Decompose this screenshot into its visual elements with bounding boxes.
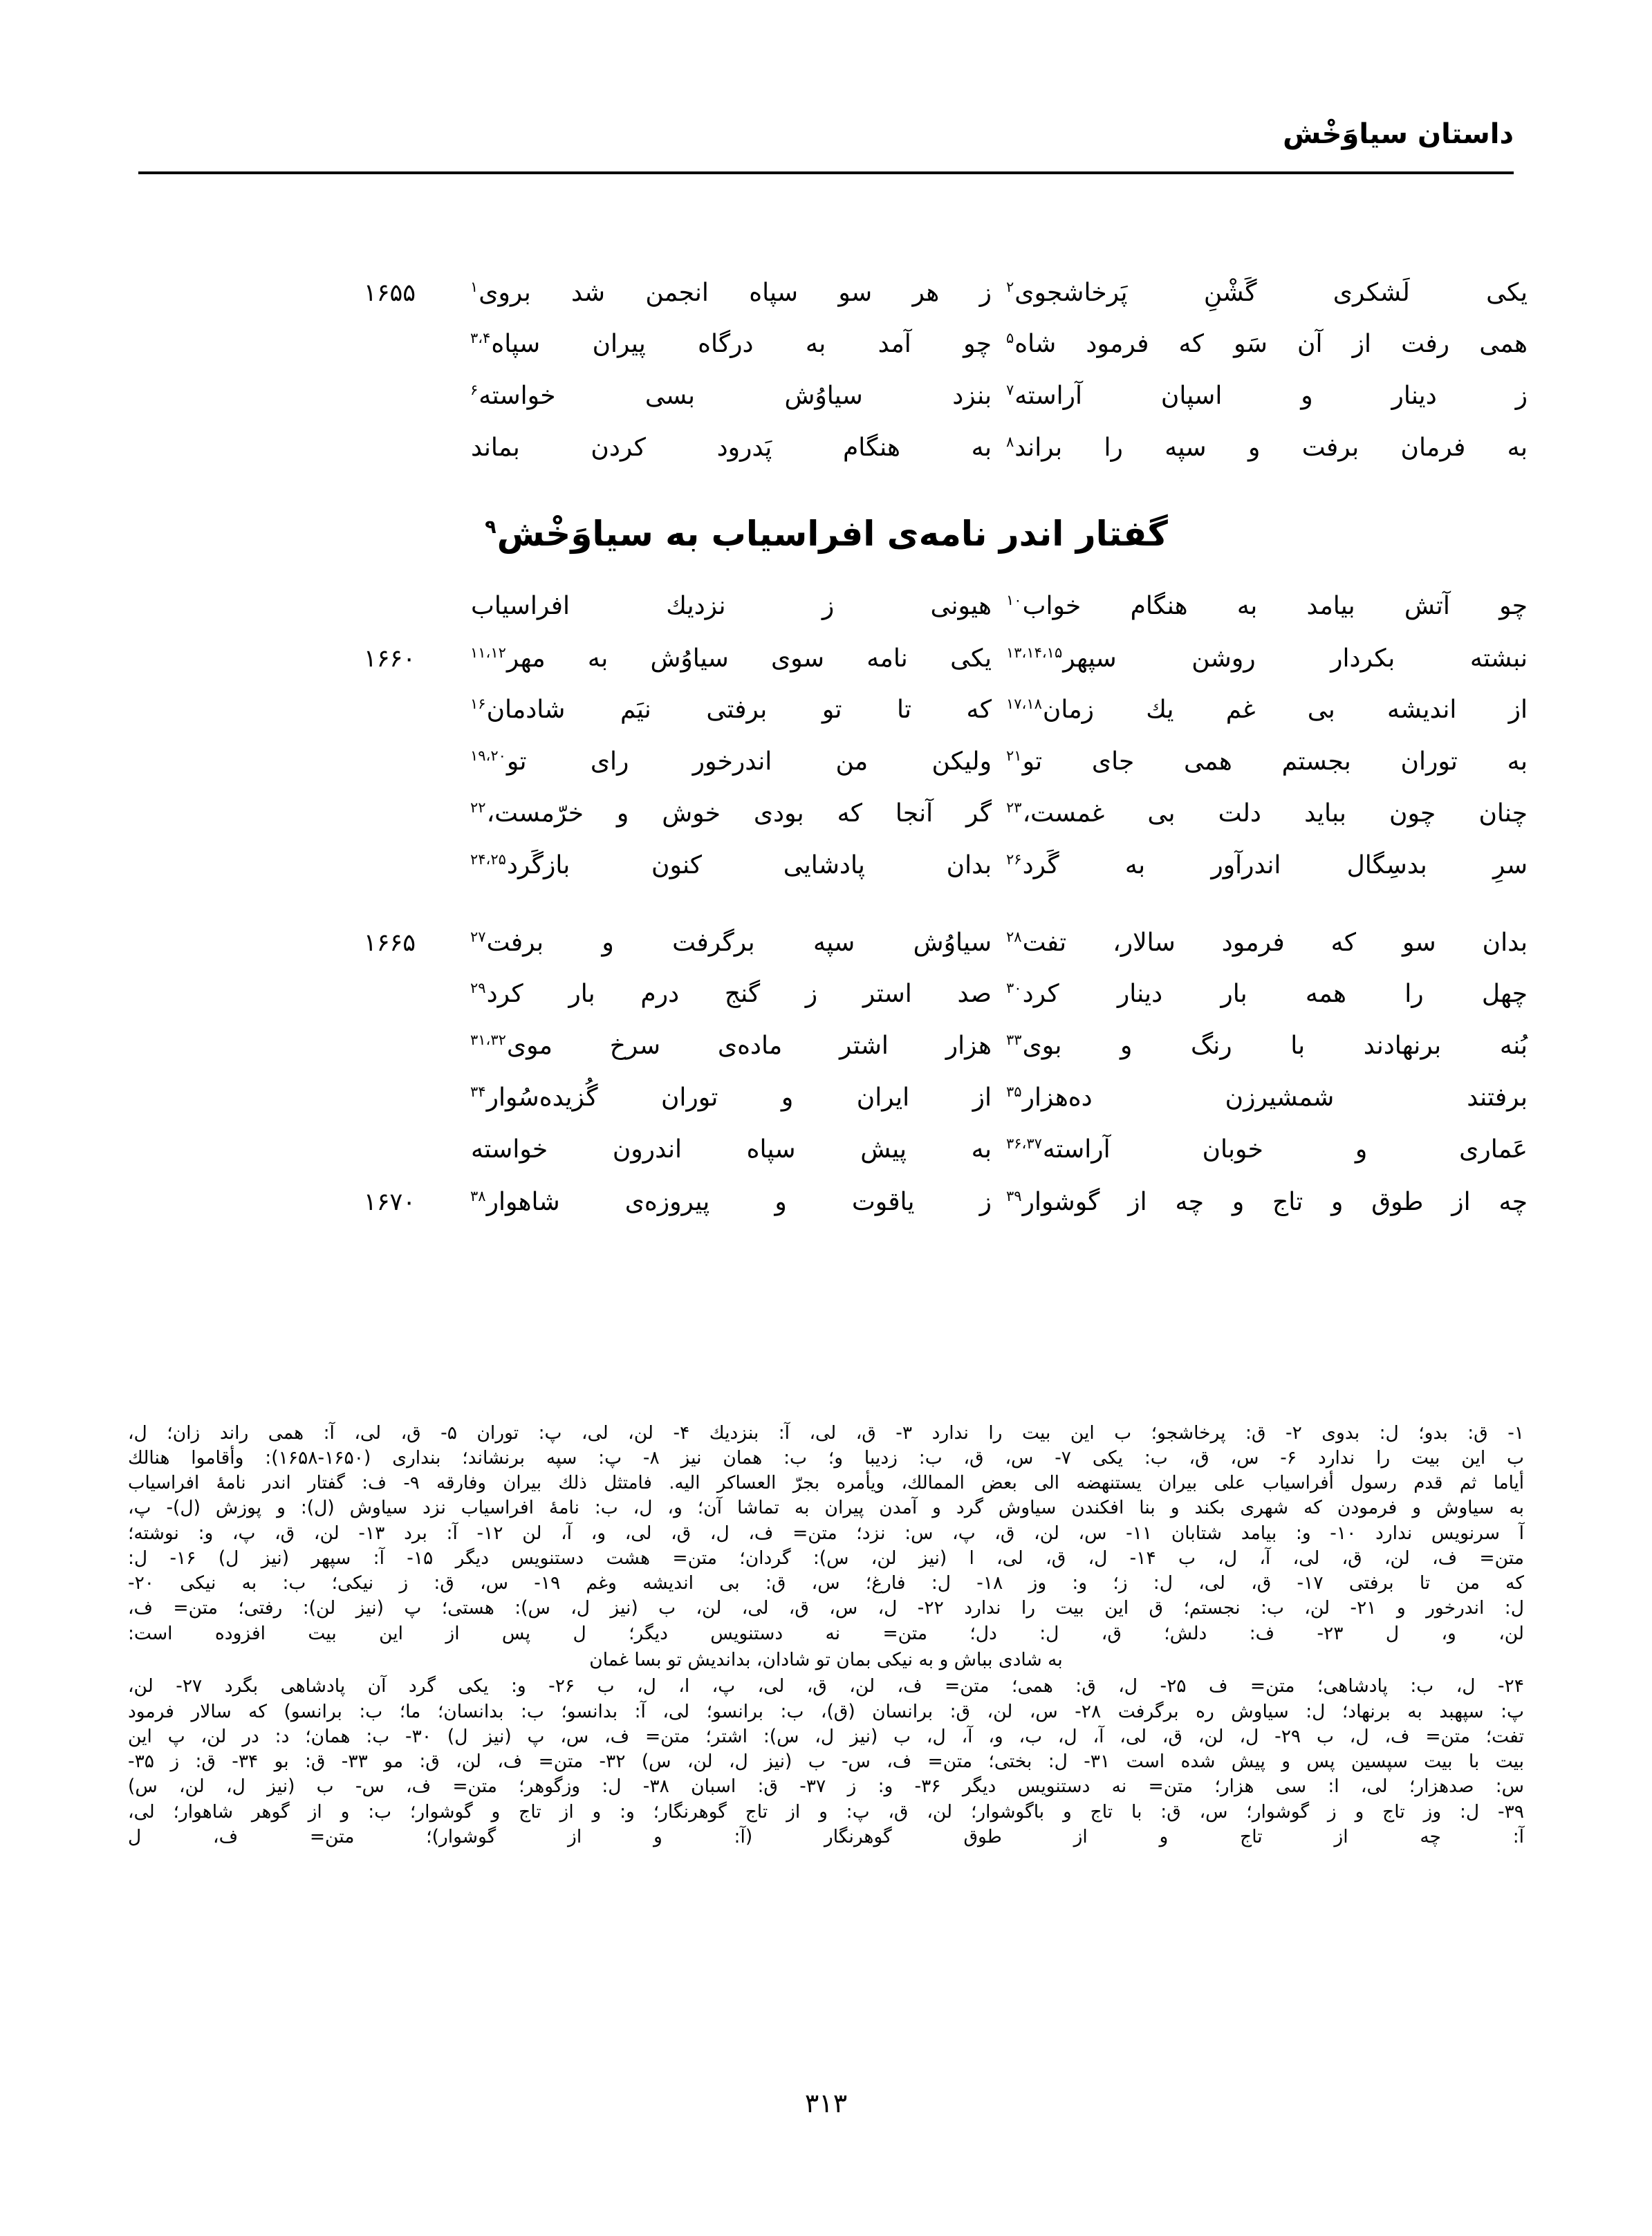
hemistich-left: بدان سو که فرمود سالار، تفت$^{۲۸}$: [1006, 928, 1528, 957]
verse-row: [124, 432, 1528, 484]
verse-row: [124, 694, 1528, 746]
hemistich-right: ولیکن من اندرخور رای تو$^{۱۹،۲۰}$: [470, 747, 992, 776]
footnote-marker: ۲۸: [1006, 928, 1022, 945]
footnote-marker: ۲۱: [1006, 747, 1022, 764]
apparatus-line: س: صدهزار؛ لی، ا: سی هزار؛ متن= نه دستنویس دیگر ۳۶- و: ز ۳۷- ق: اسبان ۳۸- ل: وزگوهر؛ متن= ف، س- ب (نیز ل، لن، س): [128, 1776, 1524, 1798]
footnote-marker: ۹: [485, 516, 496, 539]
hemistich-right: بنزد سیاوُش بسی خواسته$^۶$: [470, 382, 992, 410]
verse-line-number: [343, 401, 436, 404]
hemistich-left: چهل را همه بار دینار کرد$^{۳۰}$: [1006, 979, 1528, 1008]
hemistich-right: که تا تو برفتی نیَم شادمان$^{۱۶}$: [470, 695, 992, 724]
hemistich-right: گر آنجا که بودی خوش و خرّمست،$^{۲۲}$: [470, 799, 992, 828]
hemistich-left: چو آتش بیامد به هنگام خواب$^{۱۰}$: [1006, 591, 1528, 620]
verse-row: [124, 798, 1528, 850]
footnote-marker: ۳۵: [1006, 1083, 1022, 1100]
critical-apparatus: [128, 1421, 1524, 1850]
apparatus-line: أیاما ثم قدم رسول أفراسیاب علی بیران یستنهضه الی بعض الممالك، ویأمره بجرّ العساكر الیه. فامتثل ذلك بیران وفارقه ۹- ف: گفتار اندر نامۀ افراسیاب: [128, 1472, 1524, 1493]
apparatus-line: که من تا برفتی ۱۷- ق، لی، ل: ز؛ و: وز ۱۸- ل: فارغ؛ س، ق: بی اندیشه وغم ۱۹- س، ق: ز نیکی؛ ب: به نیکی ۲۰-: [128, 1572, 1524, 1594]
apparatus-line: آ سرنویس ندارد ۱۰- و: بیامد شتابان ۱۱- س، لن، ق، پ، س: نزد؛ متن= ف، ل، ق، لی، و، آ، لن ۱۲- آ: برد ۱۳- لن، ق، پ، و: نوشته؛: [128, 1522, 1525, 1544]
verse-line-number: ۱۶۷۰: [363, 1188, 416, 1216]
footnote-marker: ۵: [1006, 330, 1014, 346]
apparatus-line: پ: سپهبد به برنهاد؛ ل: سیاوش ره برگرفت ۲۸- س، لن، ق: برانسان (ق)، ب: برانسو؛ لی، آ: بدانسو؛ ب: بدانسان؛ ما؛ ب: برانسو) که سالار فرمود: [128, 1700, 1524, 1722]
verse-line-number: [343, 999, 436, 1002]
footnote-marker: ۱۹،۲۰: [470, 747, 506, 764]
footnote-marker: ۳۳: [1006, 1031, 1022, 1048]
apparatus-line: تفت؛ متن= ف، ل، ب ۲۹- ل، لن، ق، لی، آ، ل، ب، و، آ، ل، ب (نیز ل، س): اشتر؛ متن= ف، س، پ (نیز ل) ۳۰- ب: همان؛ د: در لن، پ این: [128, 1725, 1524, 1747]
footnote-marker: ۳۸: [470, 1187, 486, 1204]
hemistich-left: بُنه برنهادند با رنگ و بوی$^{۳۳}$: [1006, 1031, 1528, 1060]
footnote-marker: ۳۰: [1006, 979, 1022, 996]
verse-line-number: [343, 611, 436, 614]
hemistich-left: چنان چون بباید دلت بی غمست،$^{۲۳}$: [1006, 799, 1528, 828]
verse-area: [124, 277, 1528, 1263]
hemistich-right: به هنگام پَدرود کردن بماند: [471, 434, 992, 462]
apparatus-line: ۳۹- ل: وز تاج و ز گوشوار؛ س، ق: با تاج و باگوشوار؛ لن، ق، پ: و از تاج گوهرنگار؛ و: و از تاج و گوشوار؛ ب: و از گوهر شاهوار؛ لی،: [128, 1800, 1524, 1823]
verse-line-number: [343, 715, 436, 718]
hemistich-right: صد استر ز گنج درم بار کرد$^{۲۹}$: [470, 979, 992, 1008]
apparatus-line: بیت با بیت سپسین پس و پیش شده است ۳۱- ل: بختی؛ متن= ف، س- ب (نیز ل، لن، س) ۳۲- متن= ف، لن، ق: مو ۳۳- ق: بو ۳۴- ق: ز ۳۵-: [128, 1751, 1525, 1773]
hemistich-right: هیونی ز نزدیك افراسیاب: [471, 591, 992, 620]
footnote-marker: ۲۹: [470, 979, 486, 996]
verse-row: [124, 1030, 1528, 1082]
apparatus-line: متن= ف، لن، ق، لی، آ، ل، ب ۱۴- ل، ق، لی، ا (نیز لن، س): گردان؛ متن= هشت دستنویس دیگر ۱۵- آ: سپهر (نیز ل) ۱۶- ل:: [128, 1547, 1524, 1569]
apparatus-line: آ: چه از تاج و از طوق گوهرنگار (آ: و از گوشوار)؛ متن= ف، ل: [128, 1826, 1524, 1848]
hemistich-right: سیاوُش سپه برگرفت و برفت$^{۲۷}$: [470, 928, 992, 957]
running-head: [138, 118, 1514, 207]
footnote-marker: ۳۴: [470, 1083, 486, 1100]
hemistich-left: سرِ بدسِگال اندرآور به گَرد$^{۲۶}$: [1006, 850, 1528, 879]
verse-line-number: [343, 1103, 436, 1106]
hemistich-right: چو آمد به درگاه پیران سپاه$^{۳،۴}$: [470, 330, 992, 358]
hemistich-left: چه از طوق و تاج و چه از گوشوار$^{۳۹}$: [1006, 1187, 1528, 1216]
verse-row: [124, 978, 1528, 1030]
verse-row: [124, 926, 1528, 978]
footnote-marker: ۲۳: [1006, 799, 1022, 816]
verse-line-number: ۱۶۶۵: [363, 929, 416, 957]
hemistich-left: از اندیشه بی غم یك زمان$^{۱۷،۱۸}$: [1006, 695, 1528, 724]
header-divider: [138, 171, 1514, 174]
verse-row: [124, 277, 1528, 328]
hemistich-right: ز یاقوت و پیروزه‌ی شاهوار$^{۳۸}$: [470, 1187, 992, 1216]
verse-line-number: [343, 870, 436, 873]
footnote-marker: ۳،۴: [470, 330, 491, 346]
hemistich-left: برفتند شمشیرزن ده‌هزار$^{۳۵}$: [1006, 1083, 1528, 1112]
apparatus-line: به سیاوش و فرمودن که شهری بکند و بنا افکندن سیاوش گرد و آمدن پیران به تماشا آن؛ و، ل، ب: نامۀ افراسیاب نزد سیاوش (ل): و پوزش (ل)- پ،: [128, 1497, 1524, 1519]
footnote-marker: ۱۳،۱۴،۱۵: [1006, 644, 1063, 661]
apparatus-line: لن، و، ل ۲۳- ف: دلش؛ ق، ل: دل؛ متن= نه دستنویس دیگر؛ ل پس از این بیت افزوده است:: [128, 1622, 1524, 1644]
footnote-marker: ۸: [1006, 434, 1014, 450]
verse-row: [124, 746, 1528, 798]
verse-line-number: [343, 819, 436, 821]
verse-row: [124, 1186, 1528, 1238]
verse-block-1660: [124, 590, 1528, 902]
verse-line-number: [343, 1155, 436, 1157]
hemistich-right: ز هر سو سپاه انجمن شد بروی$^۱$: [470, 279, 992, 307]
hemistich-left: همی رفت از آن سَو که فرمود شاه$^۵$: [1006, 330, 1528, 358]
footnote-marker: ۱: [470, 279, 479, 295]
footnote-marker: ۲: [1006, 279, 1014, 295]
verse-line-number: [343, 767, 436, 770]
hemistich-right: هزار اشتر ماده‌ی سرخ موی$^{۳۱،۳۲}$: [470, 1031, 992, 1060]
apparatus-line: ۲۴- ل، ب: پادشاهی؛ متن= ف ۲۵- ل، ق: همی؛ متن= ف، لن، ق، لی، پ، ا، ل، ب ۲۶- و: یکی گرد آن پادشاهی بگرد ۲۷- لن،: [128, 1675, 1524, 1697]
verse-row: [124, 328, 1528, 380]
verse-line-number: [343, 453, 436, 456]
verse-block-1655: [124, 277, 1528, 484]
verse-row: [124, 642, 1528, 694]
footnote-marker: ۳۹: [1006, 1187, 1022, 1204]
verse-block-1665: [124, 926, 1528, 1238]
verse-row: [124, 1134, 1528, 1186]
hemistich-left: به توران بجستم همی جای تو$^{۲۱}$: [1006, 747, 1528, 776]
running-head-title: داستان سیاوَخْش: [1283, 118, 1514, 150]
section-heading: [124, 514, 1528, 555]
verse-line-number: [343, 349, 436, 352]
hemistich-left: به فرمان برفت و سپه را براند$^۸$: [1006, 434, 1528, 462]
footnote-marker: ۱۰: [1006, 591, 1022, 608]
hemistich-right: به پیش سپاه اندرون خواسته: [471, 1135, 992, 1164]
hemistich-right: بدان پادشایی کنون بازگَرد$^{۲۴،۲۵}$: [470, 850, 992, 879]
footnote-marker: ۱۱،۱۲: [470, 644, 506, 661]
verse-line-number: [343, 1051, 436, 1054]
verse-line-number: ۱۶۶۰: [363, 644, 416, 673]
apparatus-inserted-verse: به شادی بباش و به نیکی بمان تو شادان، بداندیش تو بسا غمان: [589, 1648, 1063, 1670]
verse-row: [124, 590, 1528, 642]
footnote-marker: ۶: [470, 382, 479, 398]
hemistich-left: عَماری و خوبان آراسته$^{۳۶،۳۷}$: [1006, 1135, 1528, 1164]
hemistich-left: یکی لَشکری گَشْنِ پَرخاشجوی$^۲$: [1006, 279, 1528, 307]
apparatus-line: ۱- ق: بدو؛ ل: بدوی ۲- ق: پرخاشجو؛ ب این بیت را ندارد ۳- ق، لی، آ: بنزدیك ۴- لن، لی، پ: توران ۵- ق، لی، آ: همی راند زان؛ ل،: [128, 1422, 1525, 1444]
footnote-marker: ۷: [1006, 382, 1014, 398]
hemistich-right: یکی نامه سوی سیاوُش به مهر$^{۱۱،۱۲}$: [470, 644, 992, 673]
footnote-marker: ۲۷: [470, 928, 486, 945]
footnote-marker: ۳۱،۳۲: [470, 1031, 506, 1048]
hemistich-right: از ایران و توران گُزیده‌سُوار$^{۳۴}$: [470, 1083, 992, 1112]
footnote-marker: ۳۶،۳۷: [1006, 1135, 1042, 1152]
verse-row: [124, 850, 1528, 902]
hemistich-left: نبشته بکردار روشن سپهر$^{۱۳،۱۴،۱۵}$: [1006, 644, 1528, 673]
footnote-marker: ۱۶: [470, 695, 486, 712]
section-heading-text: گفتار اندر نامه‌ی افراسیاب به سیاوَخْش: [496, 514, 1168, 554]
hemistich-left: ز دینار و اسپان آراسته$^۷$: [1006, 382, 1528, 410]
page-number: ۳۱۳: [804, 2088, 848, 2118]
verse-row: [124, 380, 1528, 432]
verse-line-number: ۱۶۵۵: [363, 279, 416, 307]
footnote-marker: ۱۷،۱۸: [1006, 695, 1042, 712]
footnote-marker: ۲۴،۲۵: [470, 850, 506, 868]
footnote-marker: ۲۲: [470, 799, 486, 816]
verse-row: [124, 1082, 1528, 1134]
apparatus-line: ل: اندرخور و ۲۱- لن، ب: نجستم؛ ق این بیت را ندارد ۲۲- ل، س، ق، لی، لن، ب (نیز ل، س): هستی؛ پ (نیز لن): رفتی؛ متن= ف،: [128, 1597, 1524, 1619]
apparatus-line: ب این بیت را ندارد ۶- س، ق، ب: یکی ۷- س، ق، ب: زدیبا و؛ ب: همان نیز ۸- پ: سپه برنشاند؛ بنداری (۱۶۵۰-۱۶۵۸): وأقاموا هنالك: [128, 1447, 1524, 1469]
footnote-marker: ۲۶: [1006, 850, 1022, 868]
